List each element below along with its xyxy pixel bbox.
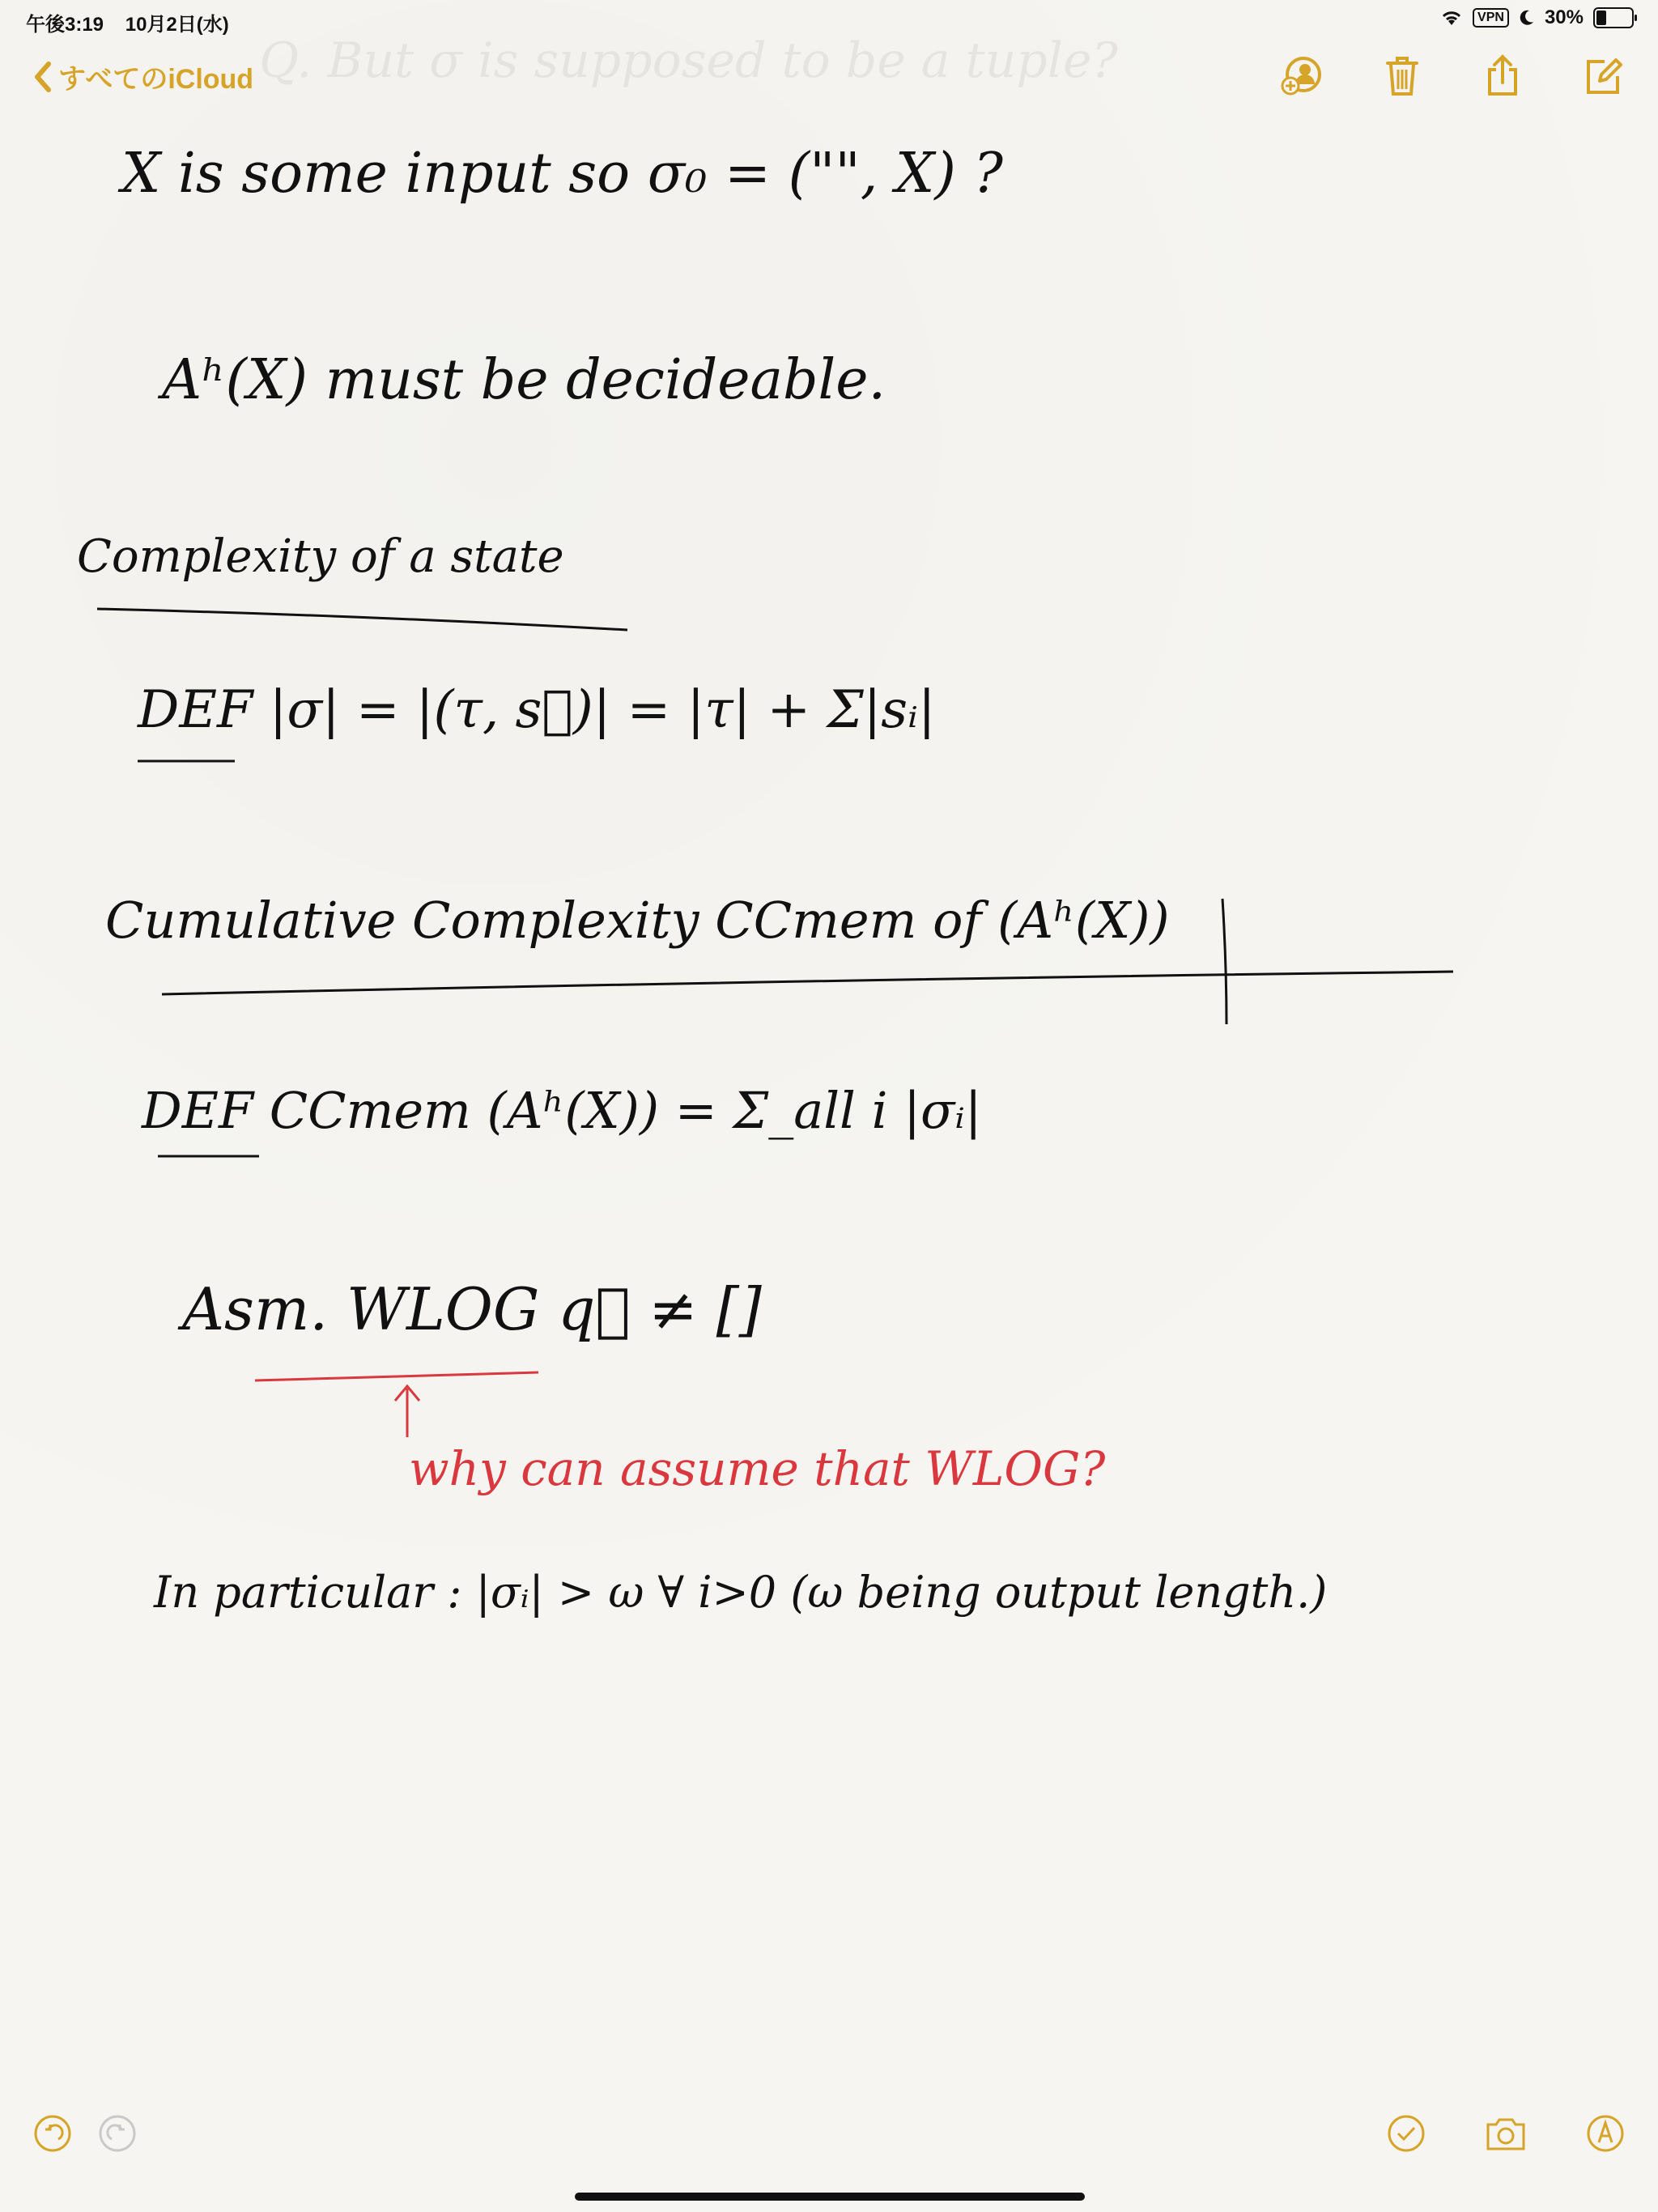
- note-line-1: X is some input so σ₀ = ("", X) ?: [121, 142, 1003, 206]
- note-heading-1: Complexity of a state: [77, 530, 564, 583]
- home-indicator[interactable]: [575, 2193, 1085, 2201]
- bottom-toolbar: [0, 2099, 1658, 2212]
- note-line-2: Aʰ(X) must be decideable.: [162, 348, 886, 412]
- markup-pen-icon[interactable]: [1585, 2113, 1626, 2154]
- faint-note: Q. But σ is supposed to be a tuple?: [259, 32, 1118, 89]
- red-arrow: [395, 1386, 419, 1437]
- note-def-1: DEF |σ| = |(τ, s⃗)| = |τ| + Σ|sᵢ|: [138, 680, 936, 740]
- underline-heading2: [162, 972, 1453, 994]
- redo-icon[interactable]: [97, 2113, 138, 2154]
- status-date: 10月2日(水): [125, 14, 229, 36]
- note-def-2: DEF CCmem (Aʰ(X)) = Σ_all i |σᵢ|: [142, 1081, 982, 1140]
- vpn-badge: VPN: [1473, 8, 1509, 28]
- note-heading-2: Cumulative Complexity CCmem of (Aʰ(X)): [105, 891, 1170, 950]
- checklist-icon[interactable]: [1386, 2113, 1426, 2154]
- underline-heading1: [97, 609, 627, 630]
- red-underline: [255, 1372, 538, 1380]
- note-assumption: Asm. WLOG q⃗ ≠ []: [182, 1275, 762, 1343]
- note-particular: In particular : |σᵢ| > ω ∀ i>0 (ω being output length.): [154, 1567, 1328, 1618]
- red-annotation: why can assume that WLOG?: [409, 1441, 1106, 1496]
- stroke-of: [1222, 899, 1226, 1024]
- camera-icon[interactable]: [1483, 2113, 1528, 2154]
- battery-percent: 30%: [1544, 6, 1584, 28]
- back-button-label: すべてのiCloud: [58, 64, 254, 95]
- undo-icon[interactable]: [32, 2113, 73, 2154]
- status-time: 午後3:19: [26, 14, 104, 36]
